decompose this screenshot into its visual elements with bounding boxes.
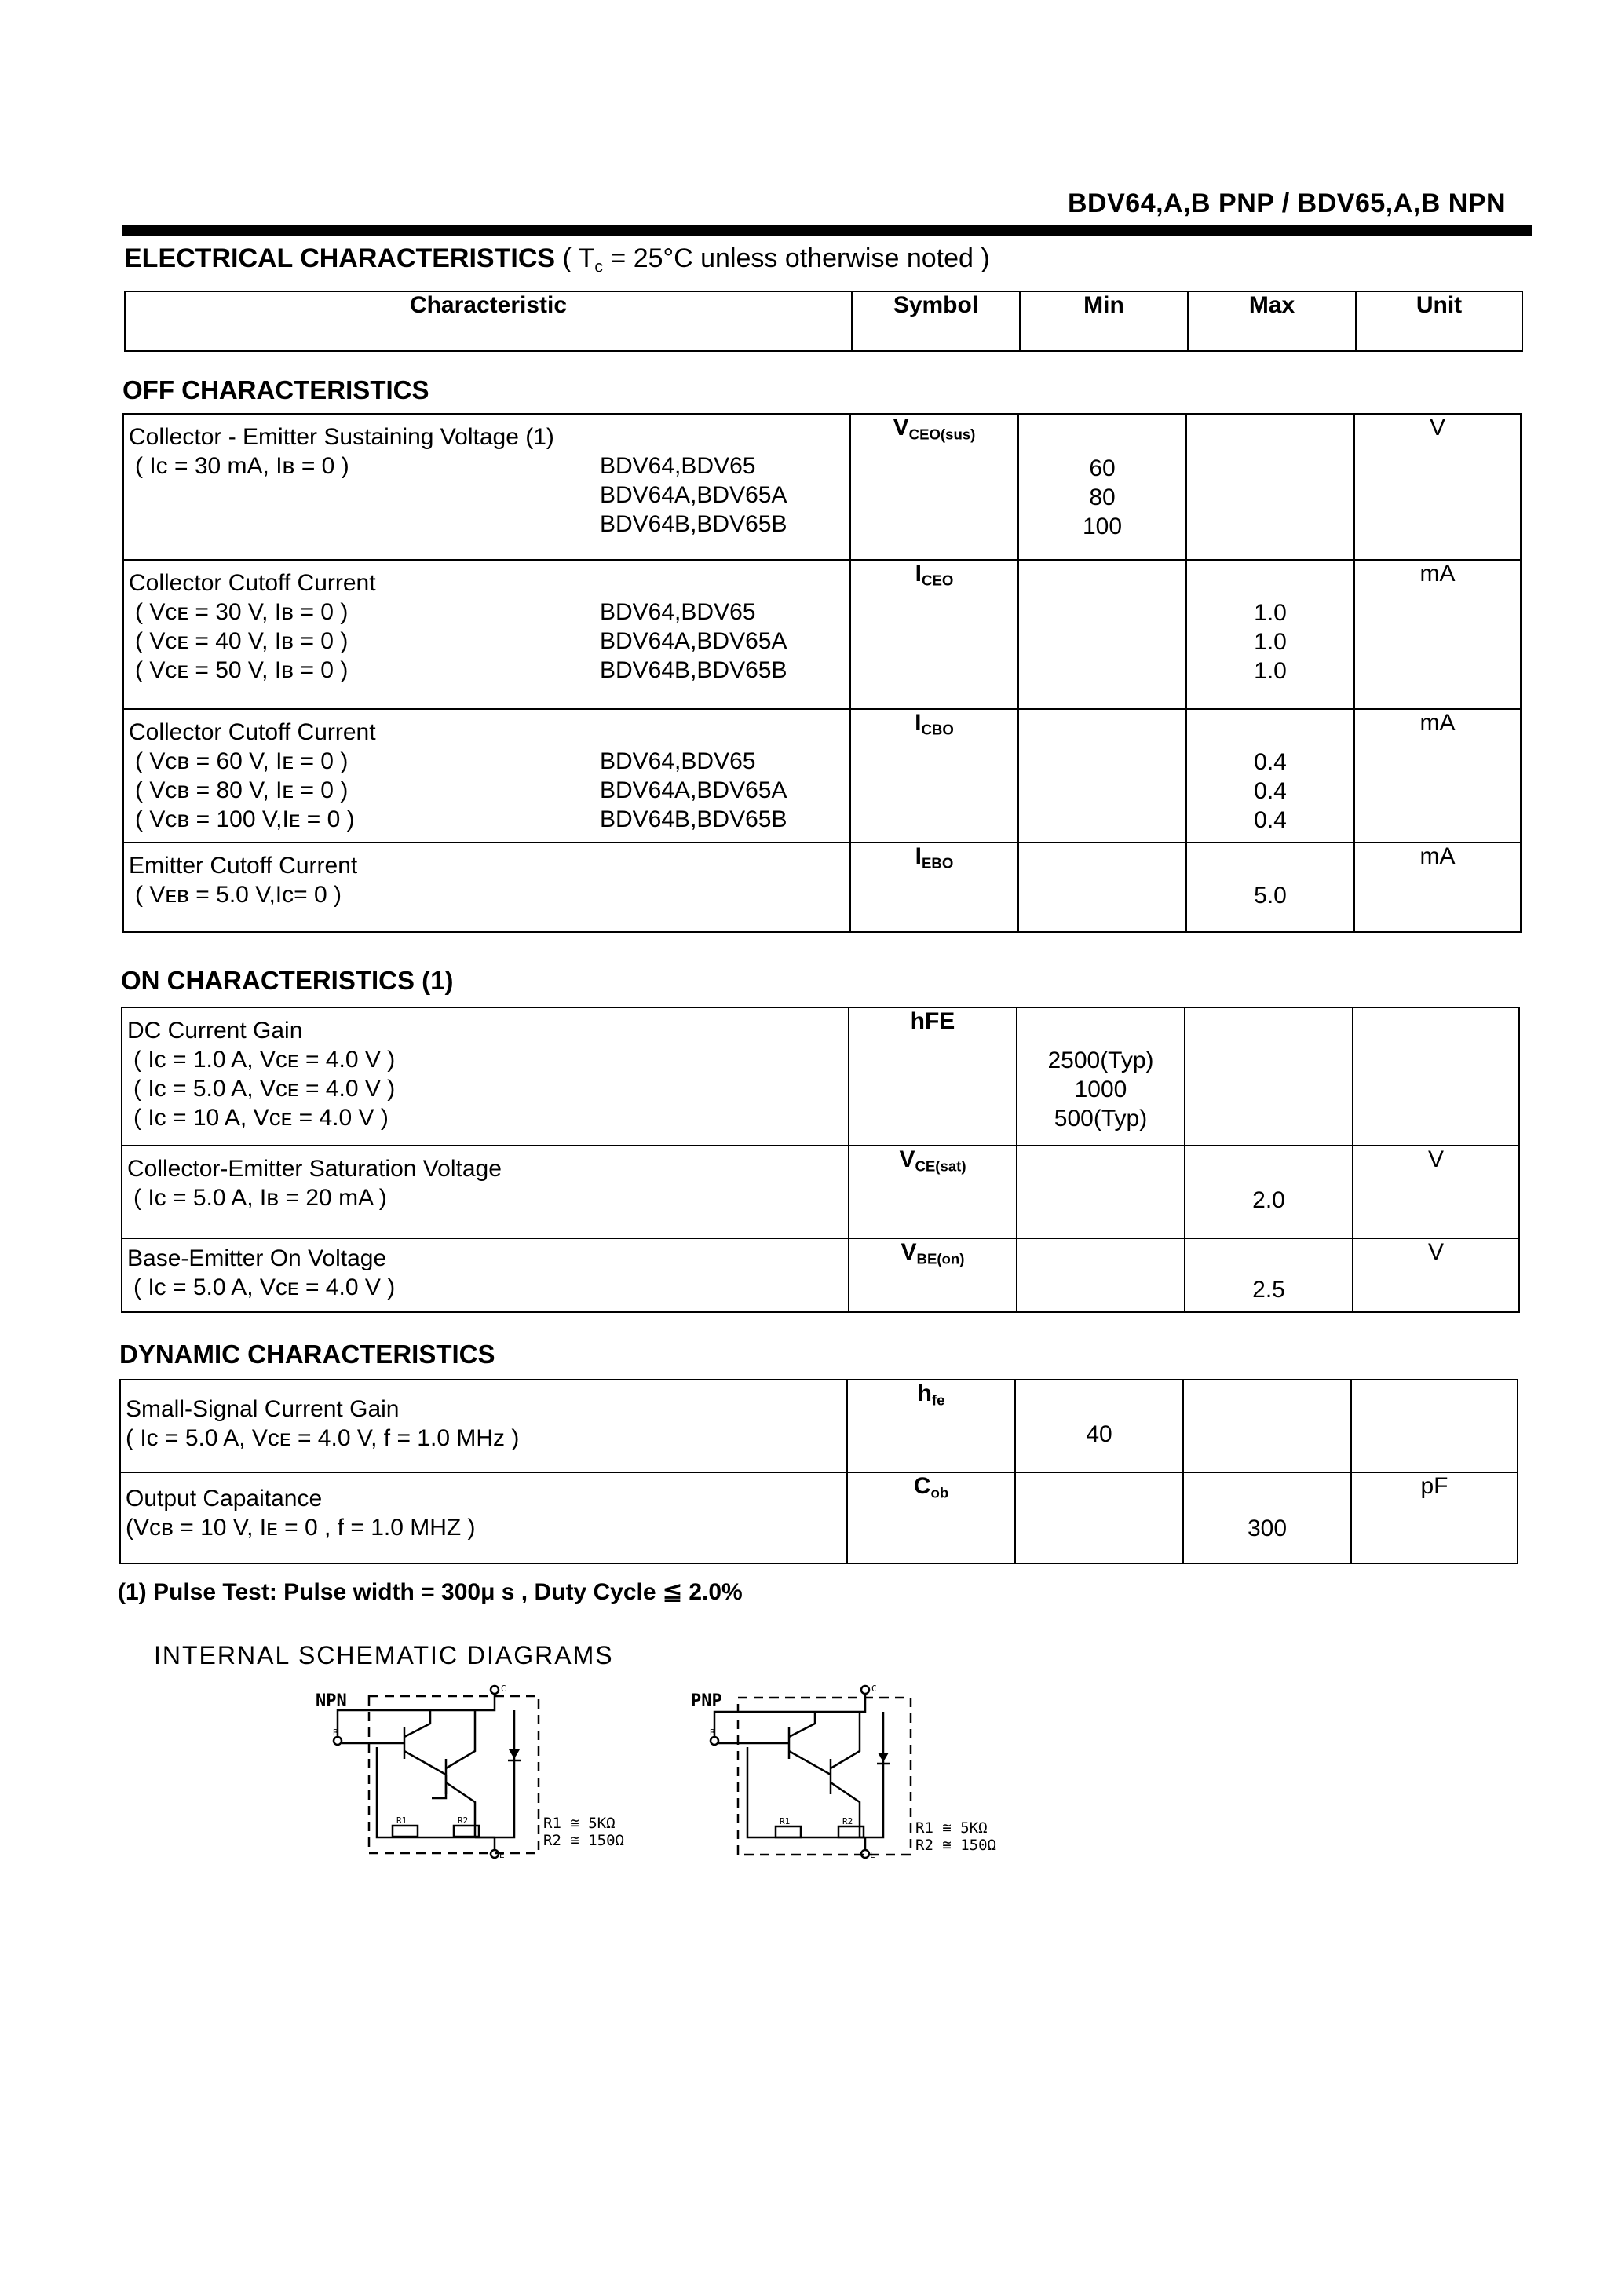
column-header-table <box>124 291 1523 352</box>
symbol: $C_{ob}$ <box>847 1472 1015 1563</box>
part-number: BDV64A,BDV65A <box>600 777 787 803</box>
max-value: 0.4 <box>1254 778 1287 804</box>
symbol: $V_{CE(sat)}$ <box>849 1146 1017 1238</box>
max-value: 5.0 <box>1254 883 1287 909</box>
param-condition: ( Vᴄᴇ = 30 V, Iʙ = 0 ) <box>135 599 349 625</box>
schematic-title: INTERNAL SCHEMATIC DIAGRAMS <box>154 1641 614 1669</box>
part-number: BDV64B,BDV65B <box>600 806 787 832</box>
max-value: 300 <box>1247 1515 1288 1541</box>
pnp-label: PNP <box>691 1691 722 1711</box>
min-value: 80 <box>1089 484 1116 510</box>
symbol: $I_{CEO}$ <box>850 560 1018 709</box>
part-number: BDV64,BDV65 <box>600 599 756 625</box>
pnp-schematic-diagram <box>691 1680 1052 1861</box>
param-condition: ( Vᴄᴇ = 40 V, Iʙ = 0 ) <box>135 628 349 654</box>
r1-value: R1 ≅ 5KΩ <box>915 1819 988 1837</box>
on-characteristics-table <box>121 1007 1520 1313</box>
min-value: 60 <box>1089 455 1116 481</box>
npn-label: NPN <box>316 1691 347 1711</box>
npn-schematic-diagram <box>314 1680 675 1861</box>
unit: V <box>1353 1146 1519 1238</box>
col-max: Max <box>1188 291 1356 351</box>
param-name: Collector-Emitter Saturation Voltage <box>127 1156 502 1182</box>
min-value: 2500(Typ) <box>1047 1047 1154 1073</box>
table-row <box>123 560 1521 709</box>
table-row <box>123 709 1521 843</box>
part-number: BDV64,BDV65 <box>600 748 756 774</box>
param-name: Output Capaitance <box>126 1486 323 1512</box>
param-name: Small-Signal Current Gain <box>126 1396 400 1422</box>
param-condition: ( Iᴄ = 5.0 A, Vᴄᴇ = 4.0 V ) <box>133 1076 396 1102</box>
symbol: $I_{EBO}$ <box>850 843 1018 932</box>
table-row <box>122 1238 1519 1312</box>
unit: pF <box>1351 1472 1518 1563</box>
min-value: 1000 <box>1074 1077 1127 1102</box>
r2-value: R2 ≅ 150Ω <box>915 1837 996 1854</box>
min-value: 40 <box>1086 1421 1112 1447</box>
table-row <box>122 1146 1519 1238</box>
r2-label: R2 <box>458 1815 469 1826</box>
param-name: Collector Cutoff Current <box>129 719 376 745</box>
param-condition: ( Iᴄ = 1.0 A, Vᴄᴇ = 4.0 V ) <box>133 1047 396 1073</box>
param-condition: ( Iᴄ = 10 A, Vᴄᴇ = 4.0 V ) <box>133 1105 389 1131</box>
param-name: Base-Emitter On Voltage <box>127 1245 387 1271</box>
table-row <box>120 1472 1518 1563</box>
col-unit: Unit <box>1356 291 1522 351</box>
param-condition: ( Iᴄ = 5.0 A, Vᴄᴇ = 4.0 V, f = 1.0 MHz ) <box>126 1425 520 1451</box>
param-condition: ( Iᴄ = 30 mA, Iʙ = 0 ) <box>135 453 349 479</box>
param-condition: ( Iᴄ = 5.0 A, Iʙ = 20 mA ) <box>133 1185 387 1211</box>
off-characteristics-title: OFF CHARACTERISTICS <box>122 375 429 404</box>
param-name: Collector - Emitter Sustaining Voltage (1) <box>129 424 554 450</box>
table-row <box>120 1380 1518 1472</box>
param-condition: ( Vᴄʙ = 60 V, Iᴇ = 0 ) <box>135 748 349 774</box>
footnote: (1) Pulse Test: Pulse width = 300μ s , Duty Cycle ≦ 2.0% <box>118 1579 743 1605</box>
unit: V <box>1353 1238 1519 1312</box>
min-value: 500(Typ) <box>1054 1106 1148 1132</box>
symbol: $I_{CBO}$ <box>850 709 1018 843</box>
r2-value: R2 ≅ 150Ω <box>543 1832 624 1849</box>
part-number: BDV64A,BDV65A <box>600 482 787 508</box>
unit: mA <box>1354 560 1521 709</box>
part-number: BDV64A,BDV65A <box>600 628 787 654</box>
max-value: 2.0 <box>1252 1187 1285 1213</box>
max-value: 1.0 <box>1254 658 1287 684</box>
header-rule <box>122 225 1532 236</box>
max-value: 1.0 <box>1254 600 1287 626</box>
col-symbol: Symbol <box>852 291 1020 351</box>
param-condition: ( Vᴄᴇ = 50 V, Iʙ = 0 ) <box>135 657 349 683</box>
part-number: BDV64,BDV65 <box>600 453 756 479</box>
unit: mA <box>1354 709 1521 843</box>
dynamic-characteristics-title: DYNAMIC CHARACTERISTICS <box>119 1340 495 1369</box>
symbol: $h_{fe}$ <box>847 1380 1015 1472</box>
diode-icon <box>509 1749 520 1759</box>
base-label: B <box>333 1727 338 1738</box>
table-row <box>123 414 1521 560</box>
unit: mA <box>1354 843 1521 932</box>
on-characteristics-title: ON CHARACTERISTICS (1) <box>121 966 454 995</box>
document-header: BDV64,A,B PNP / BDV65,A,B NPN <box>1068 188 1507 218</box>
param-name: Collector Cutoff Current <box>129 570 376 596</box>
max-value: 1.0 <box>1254 629 1287 655</box>
param-name: DC Current Gain <box>127 1018 303 1044</box>
table-row <box>123 843 1521 932</box>
r2-label: R2 <box>842 1816 853 1826</box>
collector-label: C <box>501 1684 506 1694</box>
r1-value: R1 ≅ 5KΩ <box>543 1815 616 1832</box>
off-characteristics-table <box>122 413 1522 933</box>
part-number: BDV64B,BDV65B <box>600 511 787 537</box>
collector-label: C <box>871 1684 877 1694</box>
electrical-characteristics-title: ELECTRICAL CHARACTERISTICS ( $T_c = 25^\circ C$ unless otherwise noted ) <box>124 243 990 276</box>
max-value: 0.4 <box>1254 807 1287 833</box>
r1-label: R1 <box>780 1816 791 1826</box>
max-value: 2.5 <box>1252 1277 1285 1303</box>
param-condition: ( Vᴇʙ = 5.0 V,Iᴄ= 0 ) <box>135 882 342 908</box>
diode-icon <box>878 1753 889 1762</box>
param-name: Emitter Cutoff Current <box>129 853 358 879</box>
emitter-label: E <box>499 1850 505 1860</box>
table-row <box>122 1007 1519 1146</box>
symbol: hFE <box>849 1007 1017 1146</box>
part-number: BDV64B,BDV65B <box>600 657 787 683</box>
emitter-label: E <box>870 1850 875 1860</box>
r1-label: R1 <box>396 1815 407 1826</box>
symbol: $V_{BE(on)}$ <box>849 1238 1017 1312</box>
dynamic-characteristics-table <box>119 1379 1518 1564</box>
unit: V <box>1354 414 1521 560</box>
col-characteristic: Characteristic <box>125 291 852 351</box>
symbol: $V_{CEO(sus)}$ <box>850 414 1018 560</box>
param-condition: ( Vᴄʙ = 100 V,Iᴇ = 0 ) <box>135 806 355 832</box>
param-condition: ( Iᴄ = 5.0 A, Vᴄᴇ = 4.0 V ) <box>133 1274 396 1300</box>
param-condition: (Vᴄʙ = 10 V, Iᴇ = 0 , f = 1.0 MHZ ) <box>126 1515 476 1541</box>
col-min: Min <box>1020 291 1188 351</box>
max-value: 0.4 <box>1254 749 1287 775</box>
base-label: B <box>710 1727 715 1738</box>
param-condition: ( Vᴄʙ = 80 V, Iᴇ = 0 ) <box>135 777 349 803</box>
min-value: 100 <box>1082 514 1123 539</box>
